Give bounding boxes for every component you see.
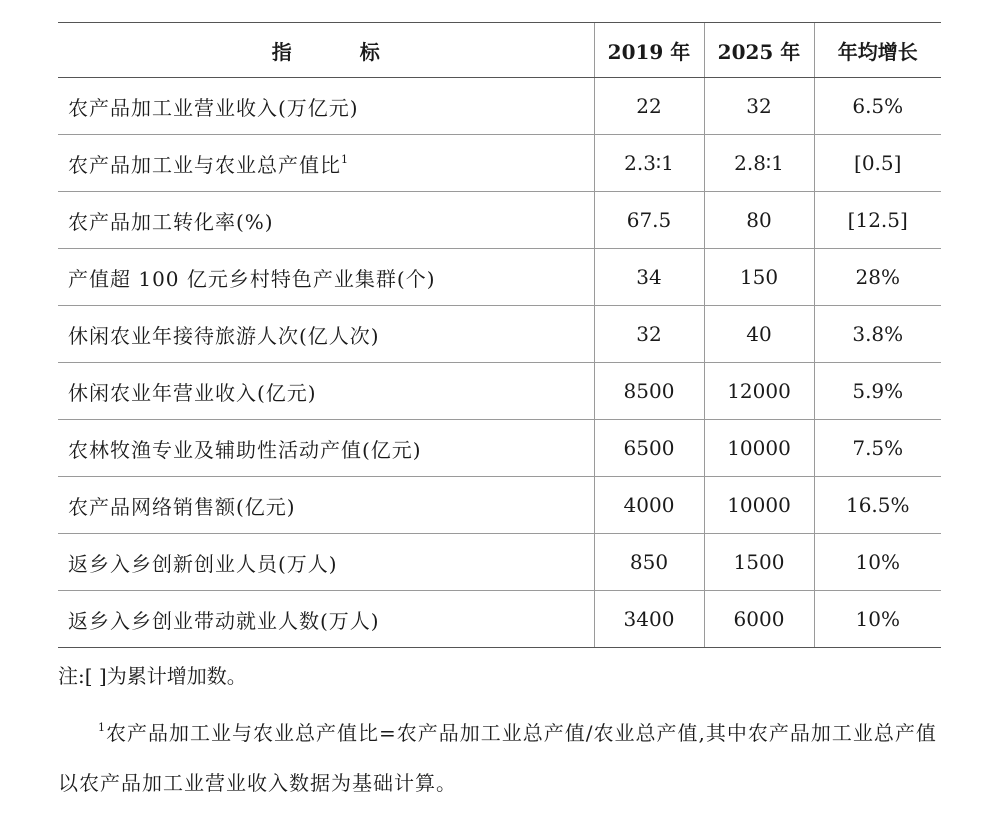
table-row: [58, 135, 941, 192]
table-header-row: [58, 23, 941, 78]
table-row: [58, 192, 941, 249]
cell-growth: 10%: [814, 534, 941, 591]
cell-2019: 22: [594, 78, 704, 135]
cell-2019: 8500: [594, 363, 704, 420]
table-row: [58, 306, 941, 363]
cell-2019: 67.5: [594, 192, 704, 249]
cell-2019: 32: [594, 306, 704, 363]
cell-2019: 4000: [594, 477, 704, 534]
cell-2025: 1500: [704, 534, 814, 591]
table-row: [58, 591, 941, 648]
cell-growth: 3.8%: [814, 306, 941, 363]
header-2019: 2019 年: [594, 23, 704, 78]
row-label: 返乡入乡创新创业人员(万人): [58, 534, 594, 591]
cell-growth: 6.5%: [814, 78, 941, 135]
header-2025: 2025 年: [704, 23, 814, 78]
table-row: [58, 420, 941, 477]
cell-2019: 2.3∶1: [594, 135, 704, 192]
footnote-mark: 1: [98, 721, 106, 734]
cell-2025: 6000: [704, 591, 814, 648]
table-row: [58, 249, 941, 306]
row-label: 农产品加工业营业收入(万亿元): [58, 78, 594, 135]
cell-growth: 10%: [814, 591, 941, 648]
cell-growth: 16.5%: [814, 477, 941, 534]
cell-2019: 3400: [594, 591, 704, 648]
cell-2025: 10000: [704, 477, 814, 534]
cell-2019: 850: [594, 534, 704, 591]
table-row: [58, 534, 941, 591]
note-cumulative: 注:[ ]为累计增加数。: [58, 664, 247, 688]
table-row: [58, 477, 941, 534]
cell-growth: 5.9%: [814, 363, 941, 420]
row-label: 返乡入乡创业带动就业人数(万人): [58, 591, 594, 648]
indicator-table: [58, 22, 941, 648]
header-indicator: 指 标: [58, 23, 594, 78]
cell-2025: 10000: [704, 420, 814, 477]
row-label: 农产品加工转化率(%): [58, 192, 594, 249]
footnote-marker: 1: [341, 152, 349, 166]
row-label: 休闲农业年营业收入(亿元): [58, 363, 594, 420]
row-label: 休闲农业年接待旅游人次(亿人次): [58, 306, 594, 363]
cell-growth: [12.5]: [814, 192, 941, 249]
indicator-table-container: [58, 22, 941, 648]
cell-2019: 6500: [594, 420, 704, 477]
table-notes: [58, 656, 948, 808]
footnote-text: 农产品加工业与农业总产值比=农产品加工业总产值/农业总产值,其中农产品加工业总产值以农产品加工业营业收入数据为基础计算。: [58, 721, 937, 795]
cell-2019: 34: [594, 249, 704, 306]
header-annual-growth: 年均增长: [814, 23, 941, 78]
cell-2025: 40: [704, 306, 814, 363]
row-label: 农产品加工业与农业总产值比$^1$: [58, 135, 594, 192]
cell-2025: 32: [704, 78, 814, 135]
cell-2025: 2.8∶1: [704, 135, 814, 192]
row-label: 产值超 100 亿元乡村特色产业集群(个): [58, 249, 594, 306]
cell-2025: 80: [704, 192, 814, 249]
cell-growth: [0.5]: [814, 135, 941, 192]
cell-2025: 150: [704, 249, 814, 306]
row-label: 农产品网络销售额(亿元): [58, 477, 594, 534]
cell-2025: 12000: [704, 363, 814, 420]
table-row: [58, 78, 941, 135]
footnote: [58, 708, 948, 808]
cell-growth: 7.5%: [814, 420, 941, 477]
cell-growth: 28%: [814, 249, 941, 306]
row-label: 农林牧渔专业及辅助性活动产值(亿元): [58, 420, 594, 477]
table-row: [58, 363, 941, 420]
